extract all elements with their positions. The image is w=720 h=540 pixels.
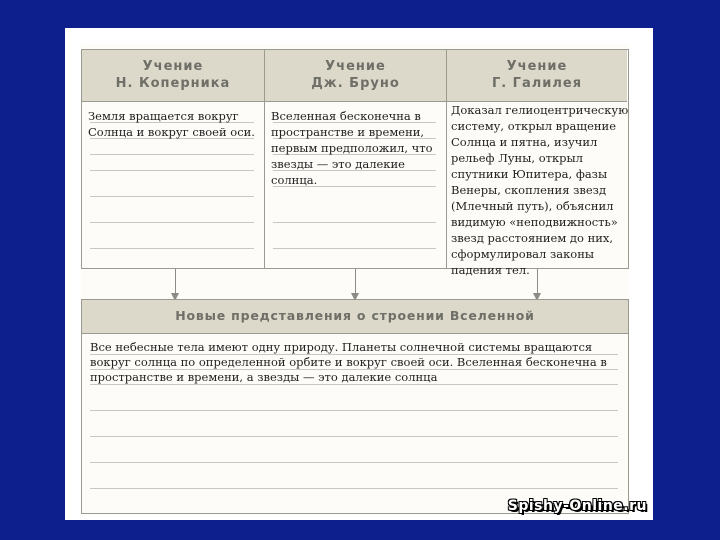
column-copernicus — [82, 50, 265, 268]
arrow-down-icon — [355, 269, 356, 295]
column-header — [265, 50, 446, 102]
teachings-table — [81, 49, 629, 277]
summary-text: Все небесные тела имеют одну природу. Планеты солнечной системы вращаются вокруг солнца по определенной орбите и вокруг своей оси. Вселенная бесконечна в пространстве и времени, а звезды — это далекие солнца — [90, 340, 607, 384]
column-title-line2: Н. Коперника — [115, 76, 231, 91]
column-text: Земля вращается вокруг Солнца и вокруг своей оси. — [88, 109, 255, 139]
summary-box — [81, 299, 629, 514]
column-text: Вселенная бесконечна в пространстве и времени, первым предположил, что звезды — это далекие солнца. — [271, 109, 433, 187]
column-title-line2: Г. Галилея — [491, 76, 583, 91]
slide — [65, 28, 653, 520]
arrow-down-icon — [537, 269, 538, 295]
worksheet — [81, 44, 629, 514]
column-title-line2: Дж. Бруно — [311, 76, 400, 91]
column-header — [447, 50, 627, 102]
summary-title: Новые представления о строении Вселенной — [82, 300, 628, 334]
column-title-line1: Учение — [506, 59, 568, 74]
watermark: Spishy-Online.ru — [507, 498, 647, 514]
column-galileo — [447, 50, 629, 277]
column-title-line1: Учение — [142, 59, 204, 74]
column-title-line1: Учение — [325, 59, 386, 74]
arrow-down-icon — [175, 269, 176, 295]
column-text: Доказал гелиоцентрическую систему, открыл вращение Солнца и пятна, изучил рельеф Луны, открыл спутники Юпитера, фазы Венеры, скопления звезд (Млечный путь), объяснил видимую «неподвижность» звезд расстоянием до них, сформулировал законы падения тел. — [451, 103, 629, 277]
column-bruno — [265, 50, 447, 268]
column-header — [82, 50, 264, 102]
